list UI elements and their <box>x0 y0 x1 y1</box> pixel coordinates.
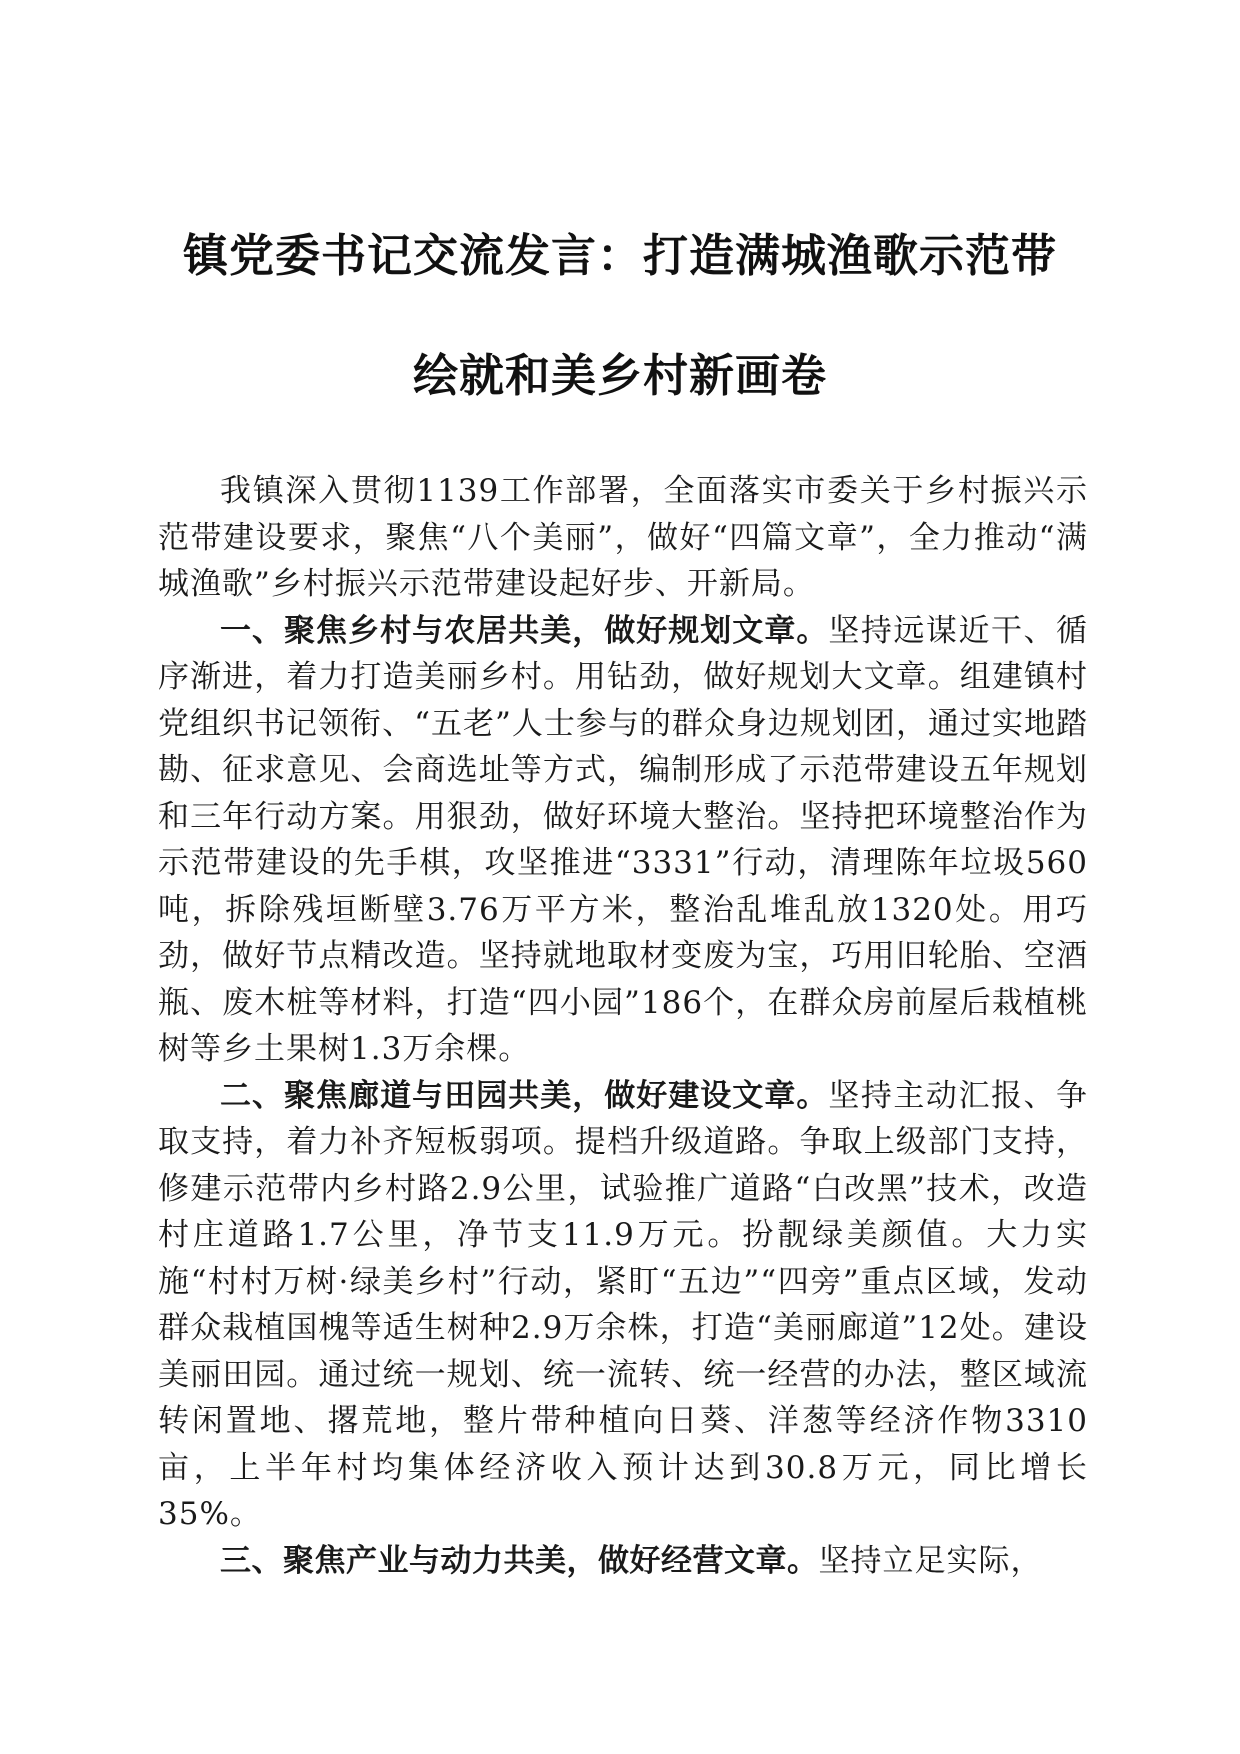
section-heading: 二、聚焦廊道与田园共美，做好建设文章。 <box>220 1077 829 1114</box>
paragraph-text: 坚持主动汇报、争取支持，着力补齐短板弱项。提档升级道路。争取上级部门支持，修建示范带内乡村路2.9公里，试验推广道路“白改黑”技术，改造村庄道路1.7公里，净节支11.9万元。扮靓绿美颜值。大力实施“村村万树·绿美乡村”行动，紧盯“五边”“四旁”重点区域，发动群众栽植国槐等适生树种2.9万余株，打造“美丽廊道”12处。建设美丽田园。通过统一规划、统一流转、统一经营的办法，整区域流转闲置地、撂荒地，整片带种植向日葵、洋葱等经济作物3310亩，上半年村均集体经济收入预计达到30.8万元，同比增长35%。 <box>158 1077 1089 1532</box>
document-body <box>158 468 1088 1584</box>
document-title-line-2: 绘就和美乡村新画卷 <box>412 349 827 402</box>
section-heading: 三、聚焦产业与动力共美，做好经营文章。 <box>220 1542 819 1579</box>
paragraph-text: 我镇深入贯彻1139工作部署，全面落实市委关于乡村振兴示范带建设要求，聚焦“八个美丽”，做好“四篇文章”，全力推动“满城渔歌”乡村振兴示范带建设起好步、开新局。 <box>158 473 1088 602</box>
paragraph-text: 坚持立足实际， <box>818 1542 1043 1579</box>
document-title-line-1: 镇党委书记交流发言：打造满城渔歌示范带 <box>182 229 1057 282</box>
paragraph-section-1 <box>158 608 1088 1073</box>
paragraph-text: 坚持远谋近干、循序渐进，着力打造美丽乡村。用钻劲，做好规划大文章。组建镇村党组织书记领衔、“五老”人士参与的群众身边规划团，通过实地踏勘、征求意见、会商选址等方式，编制形成了示范带建设五年规划和三年行动方案。用狠劲，做好环境大整治。坚持把环境整治作为示范带建设的先手棋，攻坚推进“3331”行动，清理陈年垃圾560吨，拆除残垣断壁3.76万平方米，整治乱堆乱放1320处。用巧劲，做好节点精改造。坚持就地取材变废为宝，巧用旧轮胎、空酒瓶、废木桩等材料，打造“四小园”186个，在群众房前屋后栽植桃树等乡土果树1.3万余棵。 <box>158 612 1089 1067</box>
section-heading: 一、聚焦乡村与农居共美，做好规划文章。 <box>220 612 829 649</box>
paragraph-section-3 <box>158 1538 1088 1585</box>
paragraph-section-2 <box>158 1073 1088 1538</box>
paragraph-intro <box>158 468 1088 608</box>
